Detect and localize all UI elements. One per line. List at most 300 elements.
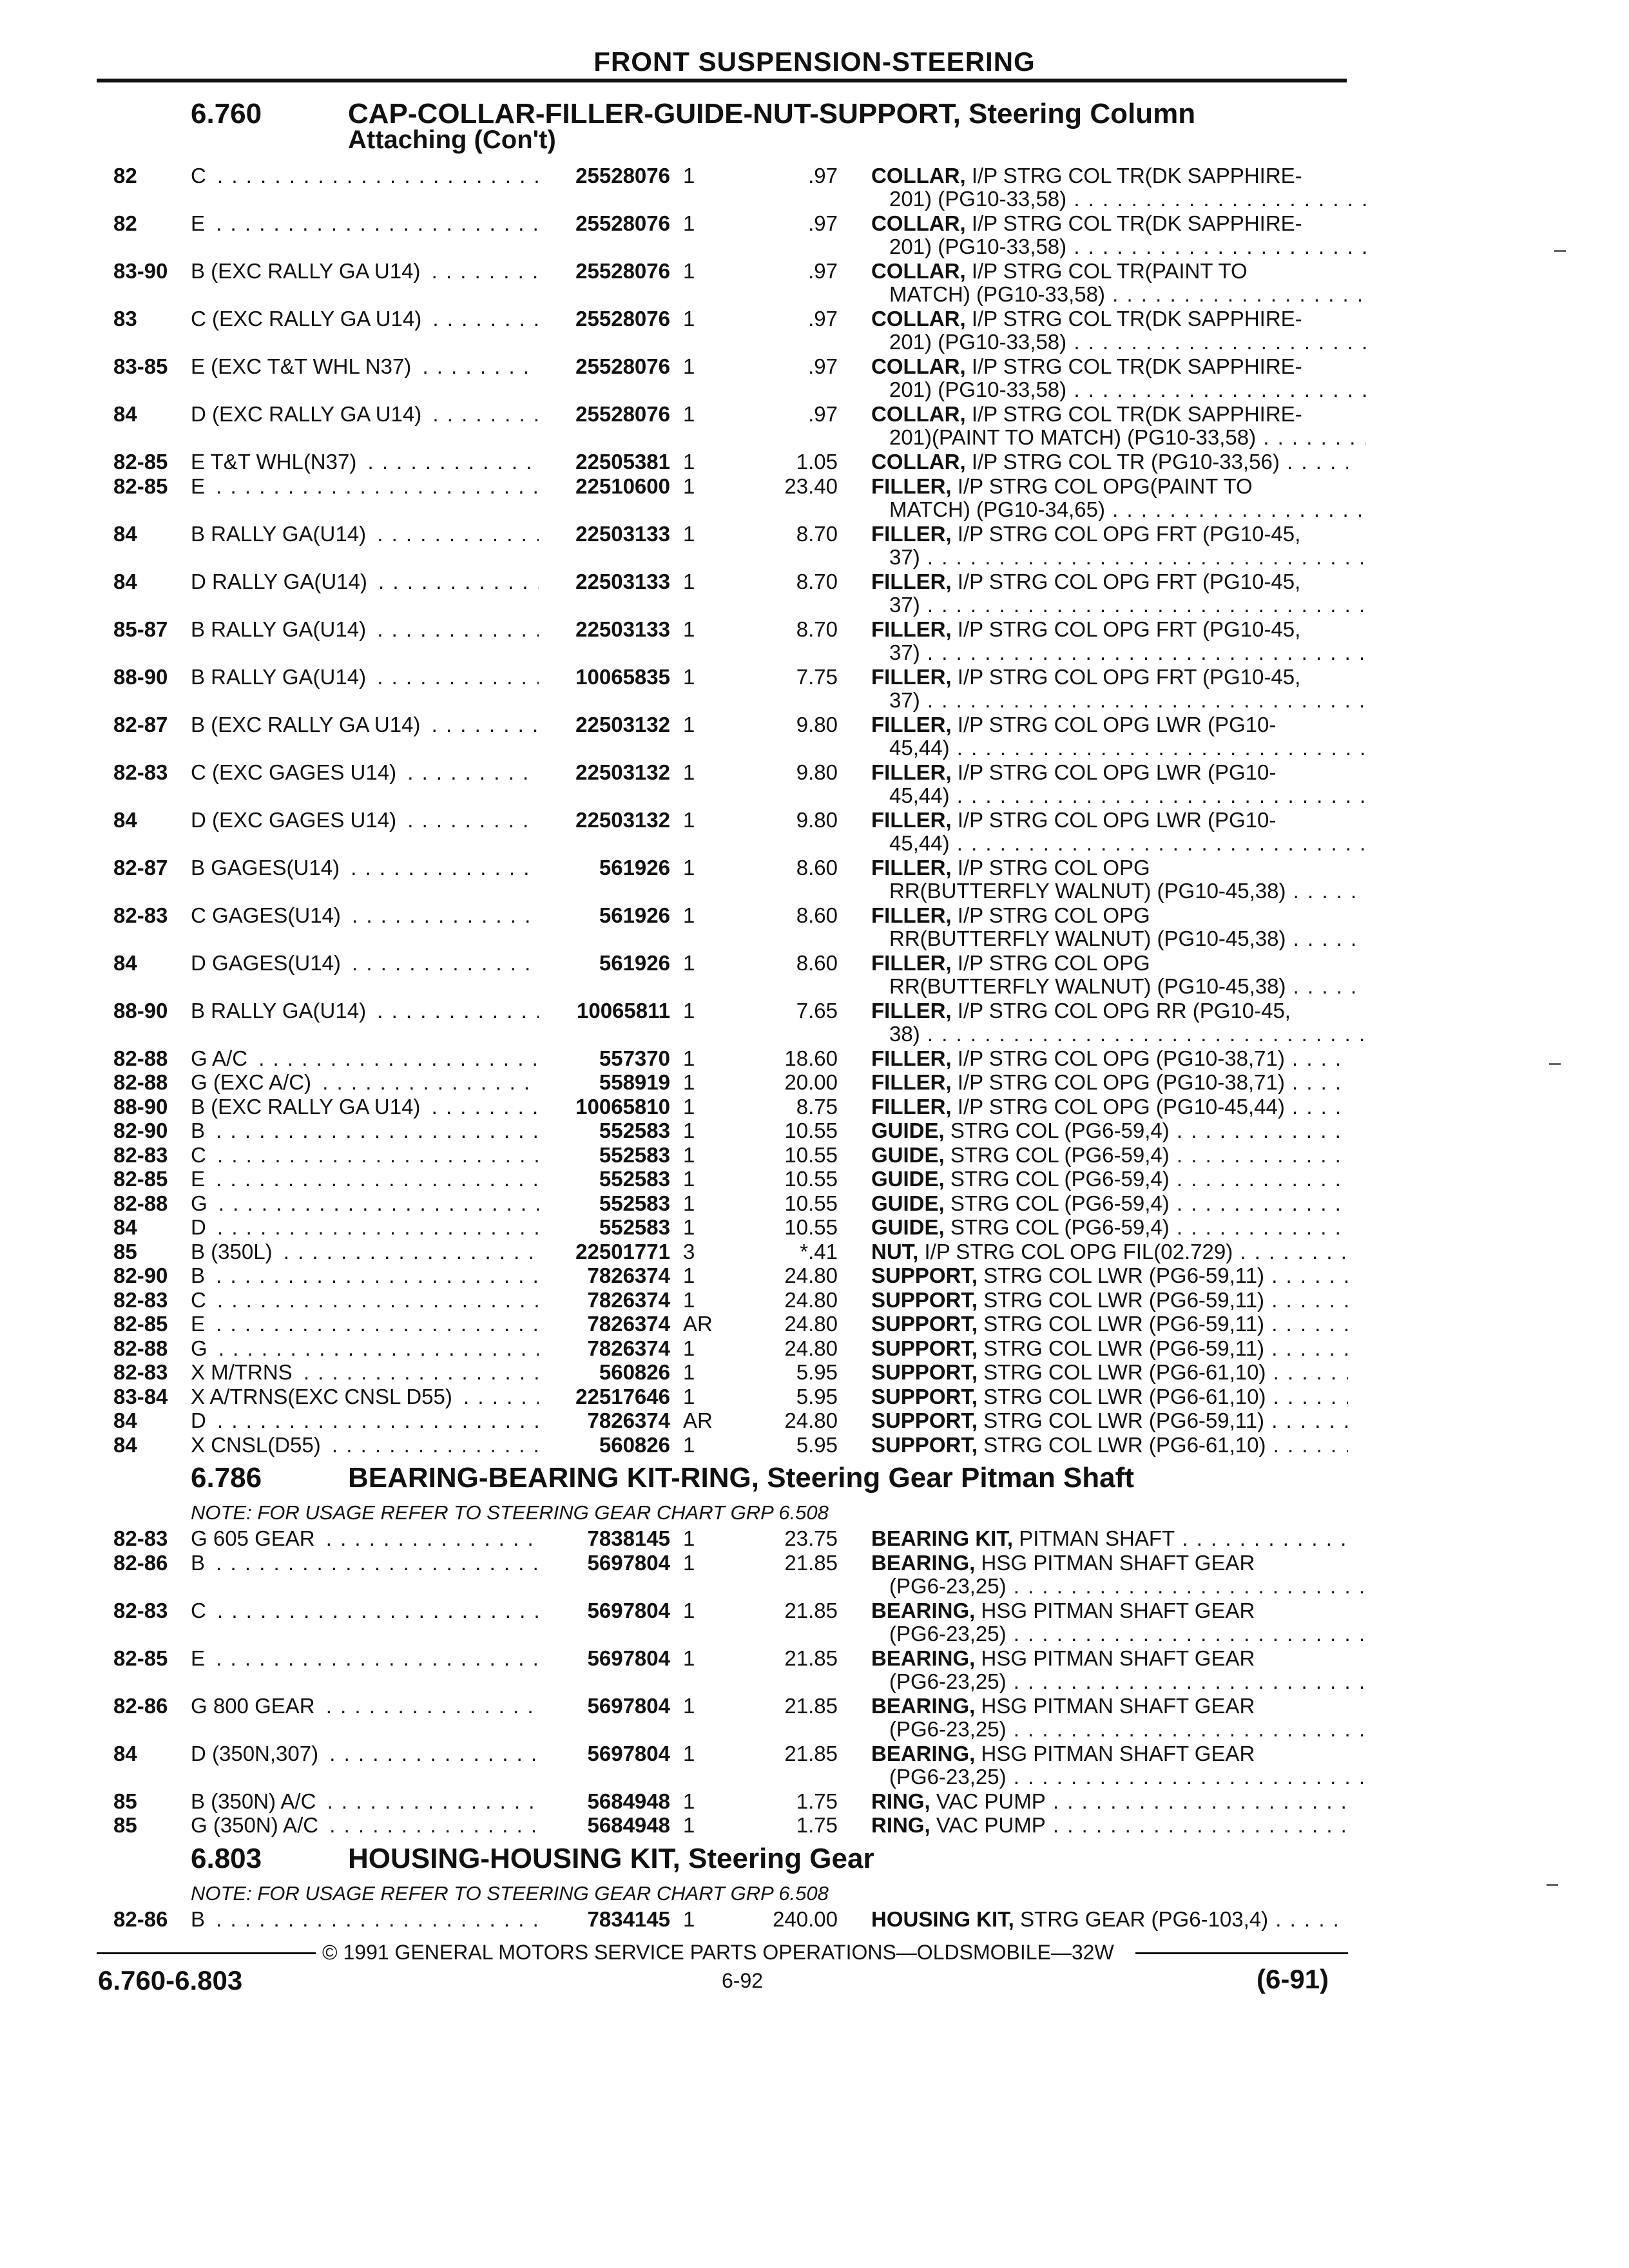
table-row [0,903,1629,950]
description-text: STRG COL (PG6-59,4) [950,1168,1170,1191]
footer-rule-right [1135,1952,1348,1954]
table-row [0,807,1629,855]
description [871,1216,1348,1239]
section-number: 6.760 [191,98,262,130]
description-text: STRG GEAR (PG6-103,4) [1020,1907,1269,1931]
description [871,1647,1348,1693]
quantity: 1 [683,307,695,331]
model-year: 88-90 [113,664,168,689]
application [191,1790,539,1813]
model-year: 85 [113,1789,137,1813]
table-row [0,307,1629,354]
quantity: 1 [683,211,695,235]
description-line-2: MATCH) (PG10-33,58) . . . [871,283,1366,306]
margin-mark [1549,1063,1561,1065]
application-text: E [191,475,209,498]
description-text: I/P STRG COL TR(DK SAPPHIRE- [971,355,1302,378]
application [191,713,539,736]
description-line [871,761,1348,784]
part-name: RING, [871,1814,930,1837]
part-number: 561926 [599,903,670,927]
quantity: 1 [683,1264,695,1287]
description-line [871,1119,1348,1142]
part-number: 5684948 [587,1813,670,1837]
description [871,307,1348,354]
description [871,570,1348,617]
table-row [0,1264,1629,1290]
model-year: 88-90 [113,1094,168,1119]
part-number: 25528076 [575,164,670,187]
description [871,1192,1348,1215]
part-number: 557370 [599,1046,670,1070]
description [871,1695,1348,1741]
application [191,164,539,187]
description [871,1434,1348,1457]
application-text: C [191,1289,210,1312]
model-year: 84 [113,950,137,975]
footer-rule-left [97,1952,316,1954]
quantity: 1 [683,1526,695,1550]
table-row [0,164,1629,211]
application-text: C [191,164,210,187]
description-line [871,570,1348,593]
description-text: I/P STRG COL TR(DK SAPPHIRE- [971,212,1302,235]
quantity: 1 [683,1191,695,1215]
part-name: BEARING, [871,1646,976,1670]
description-line-2: 37) . . . [871,546,1366,569]
quantity: 1 [683,1119,695,1142]
table-row [0,1527,1629,1553]
part-name: FILLER, [871,1095,952,1119]
part-name: FILLER, [871,903,952,927]
description [871,1908,1348,1931]
description [871,1119,1348,1142]
description [871,809,1348,855]
part-name: FILLER, [871,808,952,832]
section-number: 6.803 [191,1842,262,1874]
application [191,1071,539,1094]
application [191,952,539,975]
quantity: 1 [683,450,695,474]
footer-date: (6-91) [1257,1964,1329,1994]
part-number: 10065835 [575,664,670,689]
application-text: D (350N,307) [191,1742,322,1765]
part-number: 7834145 [587,1907,670,1931]
description-line-2: 201) (PG10-33,58) . . . [871,235,1366,258]
application-text: E [191,1312,209,1336]
description-text: I/P STRG COL OPG RR (PG10-45, [957,999,1291,1023]
quantity: 1 [683,1360,695,1384]
model-year: 82-86 [113,1693,168,1718]
description-text: STRG COL LWR (PG6-59,11) [983,1288,1265,1312]
part-name: SUPPORT, [871,1288,978,1312]
quantity: AR [683,1408,713,1432]
part-name: SUPPORT, [871,1361,978,1384]
application-text: G (350N) A/C [191,1814,322,1837]
part-number: 560826 [599,1360,670,1384]
description-line-2: MATCH) (PG10-34,65) . . . [871,498,1366,521]
price: 10.55 [784,1119,838,1142]
footer-page-number: 6-92 [722,1969,764,1992]
section-header [0,1842,1629,1874]
description-line [871,1409,1348,1432]
part-number: 560826 [599,1432,670,1457]
part-name: GUIDE, [871,1216,945,1239]
part-name: COLLAR, [871,355,966,378]
part-number: 552583 [599,1191,670,1215]
description-text: HSG PITMAN SHAFT GEAR [981,1694,1255,1718]
description-text: I/P STRG COL OPG [957,856,1150,879]
description-line [871,809,1348,832]
description-line-2: 38) . . . [871,1023,1366,1046]
model-year: 82-85 [113,450,168,474]
table-row [0,1550,1629,1598]
price: 5.95 [796,1384,838,1408]
quantity: 1 [683,1789,695,1813]
price: .97 [808,259,838,283]
description-line-2: RR(BUTTERFLY WALNUT) (PG10-45,38) . . . [871,879,1366,903]
price: 10.55 [784,1167,838,1191]
part-number: 5697804 [587,1550,670,1575]
application [191,904,539,927]
price: 5.95 [796,1432,838,1457]
price: 8.70 [796,617,838,641]
part-number: 552583 [599,1215,670,1239]
price: 8.70 [796,521,838,546]
description-text: I/P STRG COL OPG [957,903,1150,927]
description [871,761,1348,807]
part-name: SUPPORT, [871,1409,978,1432]
application [191,307,539,331]
description [871,450,1348,474]
quantity: 1 [683,1598,695,1622]
description [871,1168,1348,1191]
quantity: 1 [683,1167,695,1191]
section-note-text: NOTE: FOR USAGE REFER TO STEERING GEAR CHART GRP 6.508 [191,1881,829,1905]
application [191,1240,539,1264]
description [871,618,1348,664]
description [871,666,1348,712]
application-text: G (EXC A/C) [191,1071,315,1094]
application [191,1599,539,1622]
part-name: GUIDE, [871,1168,945,1191]
price: .97 [808,402,838,426]
quantity: 1 [683,903,695,927]
part-name: FILLER, [871,474,952,498]
price: 10.55 [784,1191,838,1215]
table-row [0,1646,1629,1693]
application [191,1047,539,1070]
price: 21.85 [784,1693,838,1718]
price: .97 [808,164,838,187]
table-row [0,1790,1629,1816]
part-name: COLLAR, [871,307,966,331]
description [871,1095,1348,1119]
quantity: 1 [683,521,695,546]
quantity: 1 [683,760,695,784]
description-line [871,1695,1348,1718]
description [871,1361,1348,1384]
description [871,523,1348,569]
table-row [0,1071,1629,1097]
model-year: 82-83 [113,1360,168,1384]
price: 8.60 [796,950,838,975]
application [191,403,539,426]
part-number: 7826374 [587,1312,670,1336]
application-text: B GAGES(U14) [191,856,343,879]
price: 10.55 [784,1215,838,1239]
description-line-2: 45,44) . . . [871,736,1366,760]
model-year: 82-90 [113,1264,168,1287]
part-name: FILLER, [871,951,952,975]
title-rule [97,79,1347,82]
description [871,1071,1348,1094]
part-name: SUPPORT, [871,1336,978,1360]
part-name: BEARING, [871,1694,976,1718]
description-line [871,1168,1348,1191]
footer-copyright: © 1991 GENERAL MOTORS SERVICE PARTS OPERATIONS—OLDSMOBILE—32W [322,1941,1114,1964]
description [871,1337,1348,1360]
application-text: G [191,1192,211,1215]
section-title: BEARING-BEARING KIT-RING, Steering Gear Pitman Shaft [348,1462,1134,1494]
table-row [0,712,1629,760]
application-text: B (350L) [191,1240,276,1264]
description [871,1814,1348,1837]
section-header [0,1462,1629,1494]
description-line [871,1908,1348,1931]
margin-mark [1547,1884,1558,1886]
description-line [871,1790,1348,1813]
part-name: GUIDE, [871,1191,945,1215]
application-text: D [191,1216,210,1239]
description [871,1599,1348,1646]
application [191,450,539,474]
application [191,355,539,378]
model-year: 82-90 [113,1119,168,1142]
quantity: 1 [683,569,695,593]
quantity: 1 [683,712,695,736]
description [871,164,1348,211]
quantity: 1 [683,807,695,832]
table-row [0,950,1629,998]
application [191,761,539,784]
price: 1.75 [796,1813,838,1837]
model-year: 84 [113,1741,137,1765]
description-text: STRG COL LWR (PG6-59,11) [983,1409,1265,1432]
description-line-2: RR(BUTTERFLY WALNUT) (PG10-45,38) . . . [871,975,1366,998]
quantity: 1 [683,1813,695,1837]
quantity: 3 [683,1239,695,1264]
application-text: D (EXC RALLY GA U14) [191,403,425,426]
description-text: STRG COL LWR (PG6-61,10) [983,1385,1266,1408]
model-year: 82-87 [113,712,168,736]
quantity: 1 [683,1070,695,1094]
description-line [871,1047,1348,1070]
description-line [871,355,1348,378]
application-text: B RALLY GA(U14) [191,523,370,546]
description-text: STRG COL LWR (PG6-61,10) [983,1361,1266,1384]
description-line [871,1071,1348,1094]
part-number: 10065811 [576,998,670,1023]
part-number: 5697804 [587,1741,670,1765]
table-row [0,855,1629,903]
quantity: 1 [683,1432,695,1457]
part-number: 552583 [599,1142,670,1167]
description-text: I/P STRG COL OPG(PAINT TO [957,474,1253,498]
part-name: SUPPORT, [871,1385,978,1408]
description-line [871,713,1348,736]
model-year: 82-83 [113,760,168,784]
part-name: COLLAR, [871,450,966,474]
application [191,1192,539,1215]
table-row [0,211,1629,258]
description-line [871,1385,1348,1408]
description-text: STRG COL (PG6-59,4) [950,1191,1170,1215]
application [191,1144,539,1167]
description-text: I/P STRG COL TR(PAINT TO [971,260,1248,283]
part-name: COLLAR, [871,164,966,187]
description-line-2: 37) . . . [871,593,1366,617]
model-year: 82-86 [113,1550,168,1575]
quantity: 1 [683,664,695,689]
description-line [871,164,1348,187]
description-line [871,307,1348,331]
model-year: 82-88 [113,1046,168,1070]
description [871,1790,1348,1813]
part-number: 25528076 [575,307,670,331]
quantity: 1 [683,1287,695,1312]
part-number: 10065810 [575,1094,670,1119]
table-row [0,617,1629,664]
section-note-text: NOTE: FOR USAGE REFER TO STEERING GEAR CHART GRP 6.508 [191,1501,829,1524]
description-line [871,666,1348,689]
part-name: SUPPORT, [871,1264,978,1287]
table-row [0,1192,1629,1218]
model-year: 82-85 [113,1312,168,1336]
price: 5.95 [796,1360,838,1384]
part-number: 561926 [599,855,670,879]
description-line-2: 37) . . . [871,689,1366,712]
description-line [871,1527,1348,1550]
description-text: VAC PUMP [936,1789,1046,1813]
part-number: 22501771 [575,1239,670,1264]
price: 8.75 [796,1094,838,1119]
section-note [0,1882,1629,1908]
application [191,1908,539,1931]
description-line-2: (PG6-23,25) . . . [871,1718,1366,1741]
price: 21.85 [784,1646,838,1670]
description [871,212,1348,258]
application-text: G A/C [191,1047,251,1070]
price: 8.60 [796,855,838,879]
page-title: FRONT SUSPENSION-STEERING [593,46,1036,77]
table-row [0,1337,1629,1363]
description-line [871,1647,1348,1670]
part-name: BEARING, [871,1742,976,1765]
description-line-2: 201) (PG10-33,58) . . . [871,187,1366,211]
quantity: 1 [683,1384,695,1408]
application [191,1168,539,1191]
part-name: GUIDE, [871,1119,945,1142]
application [191,1361,539,1384]
description [871,260,1348,306]
part-name: BEARING, [871,1551,976,1575]
description [871,403,1348,449]
part-name: COLLAR, [871,212,966,235]
price: 24.80 [784,1408,838,1432]
table-row [0,1361,1629,1387]
model-year: 82-83 [113,1526,168,1550]
application-text: C GAGES(U14) [191,904,345,927]
model-year: 84 [113,402,137,426]
table-row [0,664,1629,712]
footer-section-range: 6.760-6.803 [98,1965,243,1995]
part-name: FILLER, [871,522,952,546]
part-number: 22503133 [575,521,670,546]
description [871,1385,1348,1408]
application-text: D (EXC GAGES U14) [191,809,400,832]
application [191,1385,539,1408]
description-line [871,212,1348,235]
price: 24.80 [784,1264,838,1287]
part-number: 552583 [599,1167,670,1191]
description [871,1409,1348,1432]
application-text: B RALLY GA(U14) [191,666,370,689]
table-row [0,1312,1629,1338]
quantity: 1 [683,474,695,498]
price: *.41 [800,1239,838,1264]
part-number: 561926 [599,950,670,975]
application [191,1095,539,1119]
description-line-2: (PG6-23,25) . . . [871,1575,1366,1598]
part-number: 22503133 [575,569,670,593]
application-text: B [191,1119,209,1142]
part-name: FILLER, [871,617,952,641]
section-number: 6.786 [191,1462,262,1494]
part-name: FILLER, [871,1046,952,1070]
description [871,1240,1348,1264]
model-year: 82-88 [113,1070,168,1094]
model-year: 84 [113,1408,137,1432]
description-line-2: 37) . . . [871,641,1366,664]
application-text: D RALLY GA(U14) [191,570,371,593]
application [191,1216,539,1239]
application [191,570,539,593]
part-number: 552583 [599,1119,670,1142]
description-text: VAC PUMP [936,1814,1046,1837]
part-name: HOUSING KIT, [871,1907,1014,1931]
description [871,475,1348,521]
part-number: 7826374 [587,1287,670,1312]
part-number: 25528076 [575,354,670,378]
description-text: I/P STRG COL OPG (PG10-38,71) [957,1046,1285,1070]
application-text: B (EXC RALLY GA U14) [191,1095,424,1119]
part-number: 25528076 [575,259,670,283]
table-row [0,1289,1629,1314]
description [871,1144,1348,1167]
description-line [871,1337,1348,1360]
description-text: STRG COL LWR (PG6-59,11) [983,1264,1265,1287]
model-year: 82-88 [113,1191,168,1215]
application-text: E [191,212,209,235]
table-row [0,1144,1629,1169]
quantity: 1 [683,1094,695,1119]
part-name: FILLER, [871,1071,952,1094]
description-text: I/P STRG COL OPG LWR (PG10- [957,713,1277,736]
description [871,1527,1348,1550]
model-year: 82 [113,164,137,187]
quantity: 1 [683,402,695,426]
